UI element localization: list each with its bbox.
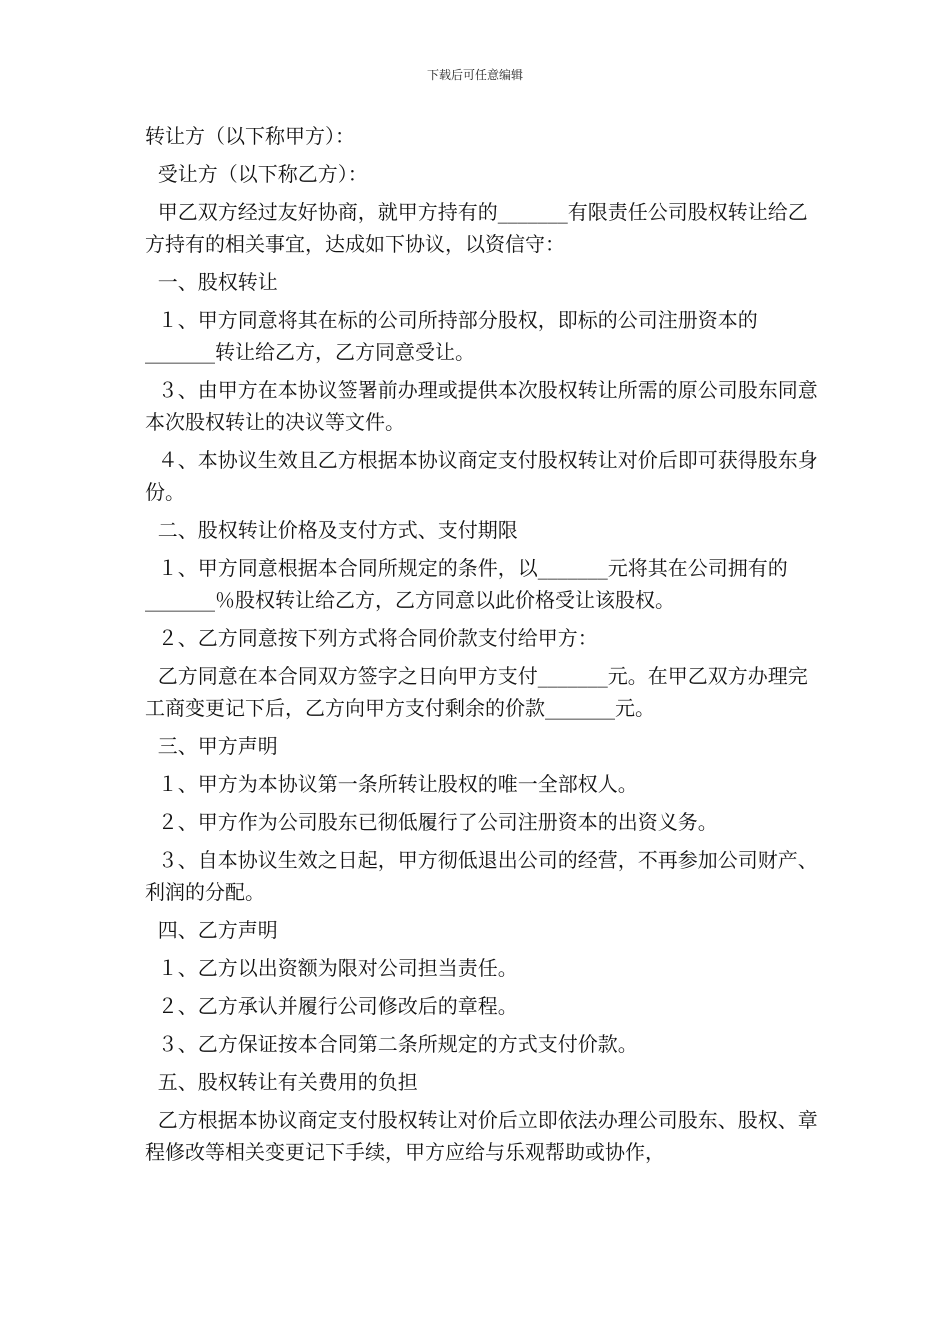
clause-1-3: ３、由甲方在本协议签署前办理或提供本次股权转让所需的原公司股东同意本次股权转让的决议等文件。 [145, 378, 818, 434]
clause-3-1: １、甲方为本协议第一条所转让股权的唯一全部权人。 [145, 772, 638, 796]
clause-4-3: ３、乙方保证按本合同第二条所规定的方式支付价款。 [145, 1032, 638, 1056]
clause-4-1: １、乙方以出资额为限对公司担当责任。 [145, 956, 518, 980]
payment-paragraph: 乙方同意在本合同双方签字之日向甲方支付_______元。在甲乙双方办理完工商变更记下后，乙方向甲方支付剩余的价款_______元。 [145, 664, 808, 720]
section-heading-5: 五、股权转让有关费用的负担 [145, 1070, 418, 1094]
clause-1-4: ４、本协议生效且乙方根据本协议商定支付股权转让对价后即可获得股东身份。 [145, 448, 818, 504]
page-header: 下载后可任意编辑 [426, 68, 523, 82]
clause-4-2: ２、乙方承认并履行公司修改后的章程。 [145, 994, 518, 1018]
clause-3-2: ２、甲方作为公司股东已彻低履行了公司注册资本的出资义务。 [145, 810, 718, 834]
clause-3-3: ３、自本协议生效之日起，甲方彻低退出公司的经营，不再参加公司财产、利润的分配。 [145, 848, 818, 904]
preamble-paragraph: 甲乙双方经过友好协商，就甲方持有的_______有限责任公司股权转让给乙方持有的相关事宜，达成如下协议，以资信守： [145, 200, 808, 256]
section-heading-1: 一、股权转让 [145, 270, 278, 294]
section-heading-4: 四、乙方声明 [145, 918, 278, 942]
clause-5-paragraph: 乙方根据本协议商定支付股权转让对价后立即依法办理公司股东、股权、章程修改等相关变更记下手续，甲方应给与乐观帮助或协作， [145, 1108, 818, 1164]
party-a-line: 转让方（以下称甲方）： [145, 124, 355, 148]
section-heading-2: 二、股权转让价格及支付方式、支付期限 [145, 518, 518, 542]
clause-2-2: ２、乙方同意按下列方式将合同价款支付给甲方： [145, 626, 598, 650]
document-body [145, 120, 825, 1168]
clause-2-1: １、甲方同意根据本合同所规定的条件，以_______元将其在公司拥有的_______％股权转让给乙方，乙方同意以此价格受让该股权。 [145, 556, 788, 612]
party-b-line: 受让方（以下称乙方）： [145, 162, 368, 186]
clause-1-1: １、甲方同意将其在标的公司所持部分股权，即标的公司注册资本的_______转让给乙方，乙方同意受让。 [145, 308, 758, 364]
section-heading-3: 三、甲方声明 [145, 734, 278, 758]
